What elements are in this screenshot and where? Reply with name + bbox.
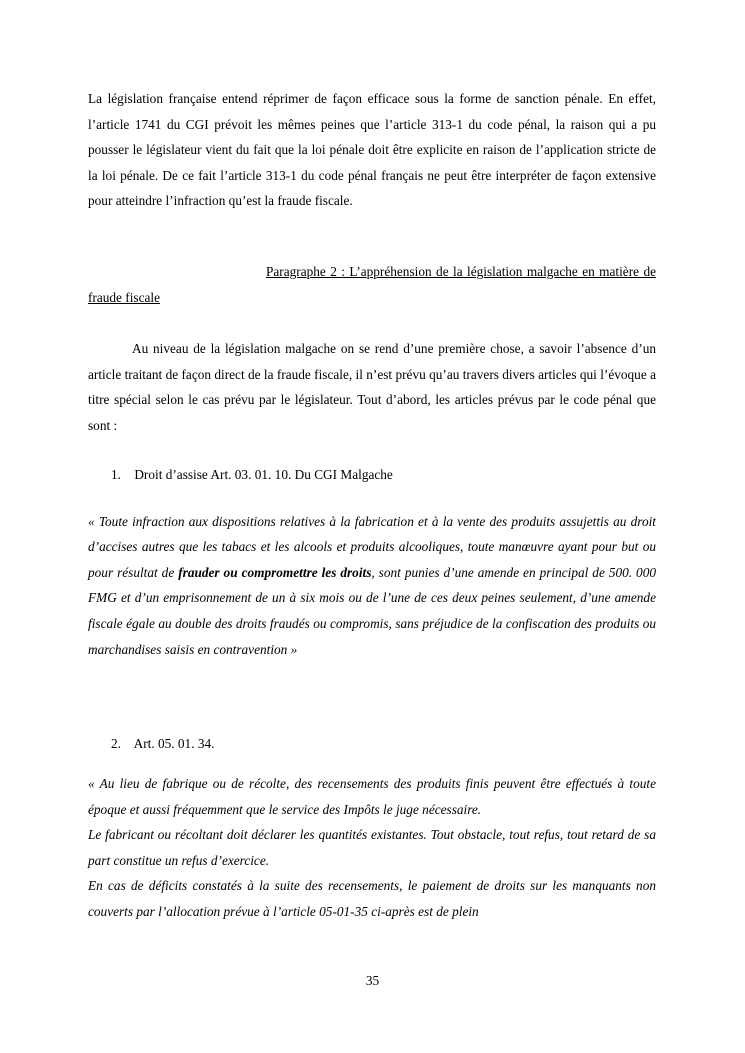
quote-line: « Au lieu de fabrique ou de récolte, des recensements des produits finis peuvent être effectués à toute époque et aussi fréquemment que le service des Impôts le juge nécessaire. [88,776,656,817]
body-paragraph: Au niveau de la législation malgache on se rend d’une première chose, a savoir l’absence d’un article traitant de façon direct de la fraude fiscale, il n’est prévu qu’au travers divers articles qui l’évoque a titre spécial selon le cas prévu par le législateur. Tout d’abord, les articles prévus par le code pénal que sont : [88,341,656,433]
intro-paragraph: La législation française entend réprimer de façon efficace sous la forme de sanction pénale. En effet, l’article 1741 du CGI prévoit les mêmes peines que l’article 313-1 du code pénal, la raison qui a pu pousser le législateur vient du fait que la loi pénale doit être explicite en raison de l’application stricte de la loi pénale. De ce fait l’article 313-1 du code pénal français ne peut être interpréter de façon extensive pour atteindre l’infraction qu’est la fraude fiscale. [88,91,656,209]
quote-text-start: « Toute infraction aux dispositions relatives à la fabrication et à la vente des produits assujettis au droit d’accises autres que les tabacs et les alcools et produits alcooliques, toute manœuvre ayant pour but ou pour résultat de [88,513,656,580]
page-number: 35 [365,973,380,988]
list-item-2 [88,734,656,754]
section-heading [88,259,656,310]
quote-line: Le fabricant ou récoltant doit déclarer les quantités existantes. Tout obstacle, tout refus, tout retard de sa part constitue un refus d’exercice. [88,827,656,868]
quote-article-1 [88,509,656,663]
quote-text-end: , sont punies d’une amende en principal de 500. 000 FMG et d’un emprisonnement de un à six mois ou de l’une de ces deux peines seulement, d’une amende fiscale égale au double des droits fraudés ou compromis, sans préjudice de la confiscation des produits ou marchandises saisis en contravention » [88,564,657,657]
list-item-text: Art. 05. 01. 34. [133,736,215,752]
quote-bold-text: frauder ou compromettre les droits [178,564,372,580]
list-number: 1. [111,466,121,482]
section-heading-text: Paragraphe 2 : L’appréhension de la législation malgache en matière de fraude fiscale [88,263,656,305]
list-item-1 [88,465,656,485]
list-number: 2. [111,736,121,752]
quote-line: En cas de déficits constatés à la suite des recensements, le paiement de droits sur les manquants non couverts par l’allocation prévue à l’article 05-01-35 ci-après est de plein [88,878,656,919]
quote-article-2 [88,771,656,924]
list-item-text: Droit d’assise Art. 03. 01. 10. Du CGI Malgache [134,466,393,482]
document-page [88,86,656,924]
